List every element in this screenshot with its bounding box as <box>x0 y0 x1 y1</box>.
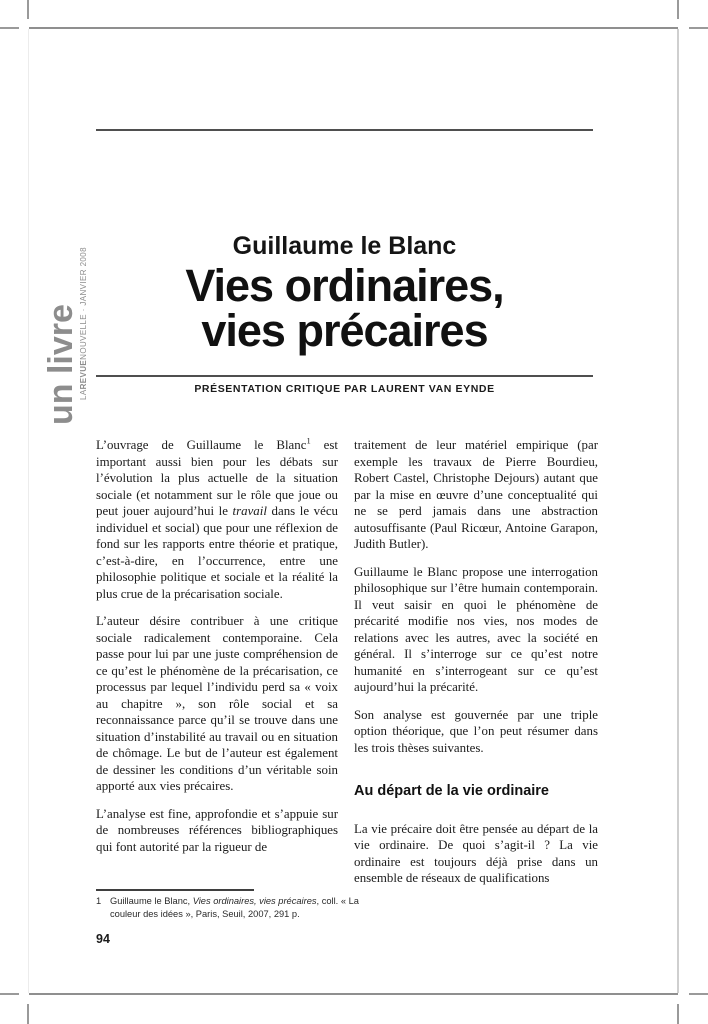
article-title <box>90 260 599 356</box>
page-edge-bottom <box>29 993 678 995</box>
crop-mark-bottom-right-vertical <box>677 1004 679 1024</box>
brand-prefix: LA <box>79 389 88 400</box>
paragraph: traitement de leur matériel empirique (par exemple les travaux de Pierre Bourdieu, Robert Castel, Christophe Dejours) autant que par la mise en œuvre d’une conceptualité qui ne se perd jamais dans une abstraction autosuffisante (Paul Ricœur, Antoine Garapon, Judith Butler). <box>354 438 598 551</box>
paragraph-text: L’ouvrage de Guillaume le Blanc <box>96 438 307 452</box>
page-edge-top <box>29 27 678 29</box>
footnote-reference: 1 <box>306 435 311 446</box>
journal-sidebar <box>42 205 88 425</box>
crop-mark-top-left-horizontal <box>0 27 19 29</box>
footnote-rule <box>96 889 254 891</box>
paragraph: La vie précaire doit être pensée au départ de la vie ordinaire. De quoi s’agit-il ? La vie ordinaire est toujours déjà prise dans un ensemble de réseaux de qualifications <box>354 821 598 885</box>
header-top-rule <box>96 129 593 131</box>
paragraph: Guillaume le Blanc propose une interrogation philosophique sur l’être humain contemporain. Il veut saisir en quoi le phénomène de précarité modifie nos vies, nos modes de relations avec les autres, avec la société en général. Il s’interroge sur ce qu’est notre humanité en s’interrogeant sur ce qu’est aujourd’hui la précarité. <box>354 564 598 694</box>
paragraph-text: dans le vécu individuel et social) que pour une réflexion de fond sur les rapports entre théorie et pratique, c’est-à-dire, en l’occurrence, entre une philosophie politique et sociale et la réalité la plus crue de la précarisation sociale. <box>96 504 339 601</box>
italic-term: travail <box>232 504 267 518</box>
paragraph: Son analyse est gouvernée par une triple option théorique, que l’on peut résumer dans les trois thèses suivantes. <box>354 707 598 755</box>
footnote-text: , coll. « La couleur des idées », Paris, Seuil, 2007, 291 p. <box>110 896 359 919</box>
paragraph <box>96 437 338 602</box>
crop-mark-top-right-horizontal <box>689 27 708 29</box>
crop-mark-top-right-vertical <box>677 0 679 19</box>
footnote-text: Guillaume le Blanc, <box>110 896 193 906</box>
journal-issue-label <box>80 205 88 400</box>
article-author: Guillaume le Blanc <box>232 232 457 260</box>
footnote-book-title: Vies ordinaires, vies précaires <box>192 896 317 906</box>
paragraph: L’auteur désire contribuer à une critique sociale radicalement contemporaine. Cela passe pour lui par une juste compréhension de ce qu’est le phénomène de la précarisation, ce processus par lequel l’individu perd sa « voix au chapitre », son rôle social et sa reconnaissance parce qu’il se trouve dans une situation d’instabilité au travail ou en situation de chômage. Le but de l’auteur est également de dessiner les conditions d’un véritable soin apporté aux vies précaires. <box>96 614 338 793</box>
page-edge-left <box>28 29 29 993</box>
title-rule <box>96 375 593 377</box>
crop-mark-bottom-left-vertical <box>27 1004 29 1024</box>
paragraph: L’analyse est fine, approfondie et s’appuie sur de nombreuses références bibliographiques qui font autorité par la rigueur de <box>96 806 338 854</box>
paragraph-text: est important aussi bien pour les débats sur l’évolution la plus actuelle de la situation sociale (et notamment sur le rôle que joue ou peut jouer aujourd’hui le <box>96 438 339 518</box>
brand-suffix: NOUVELLE <box>79 313 88 360</box>
article-subtitle: PRÉSENTATION CRITIQUE PAR LAURENT VAN EYNDE <box>194 383 495 395</box>
footnote-marker: 1 <box>96 896 102 906</box>
body-column-left <box>96 437 338 866</box>
article-title-line2: vies précaires <box>201 305 488 356</box>
brand-bold: REVUE <box>79 359 88 390</box>
article-title-line1: Vies ordinaires, <box>185 260 504 311</box>
page-edge-right <box>677 29 679 993</box>
issue-date: · JANVIER 2008 <box>79 247 88 312</box>
body-column-right <box>354 437 598 898</box>
crop-mark-bottom-right-horizontal <box>689 993 708 995</box>
section-label: un livre <box>42 304 80 425</box>
section-heading: Au départ de la vie ordinaire <box>354 783 549 799</box>
crop-mark-bottom-left-horizontal <box>0 993 19 995</box>
footnote <box>96 895 362 921</box>
page-number: 94 <box>96 932 110 946</box>
crop-mark-top-left-vertical <box>27 0 29 19</box>
